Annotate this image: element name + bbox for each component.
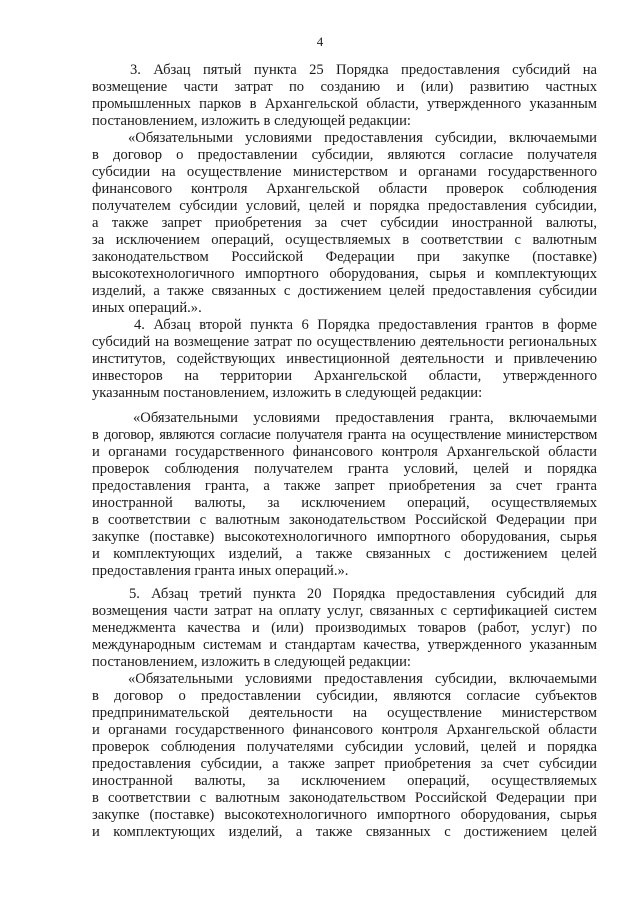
text-line: предпринимательской деятельности на осуществление министерством xyxy=(92,705,597,721)
text-line: 5. Абзац третий пункта 20 Порядка предоставления субсидий для xyxy=(129,586,597,602)
text-line: субсидий на возмещение затрат по осуществлению деятельности региональных xyxy=(92,334,597,350)
text-line: предоставления субсидии, а также запрет приобретения за счет субсидии xyxy=(92,756,597,772)
text-line: в договор о предоставлении субсидии, являются согласие получателя xyxy=(92,147,597,163)
text-line: изделий, а также связанных с достижением целей предоставления субсидии xyxy=(92,283,597,299)
text-line: высокотехнологичного импортного оборудования, сырья и комплектующих xyxy=(92,266,597,282)
text-line: и органами государственного финансового контроля Архангельской области xyxy=(92,444,597,460)
text-line: возмещение части затрат по созданию и (или) развитию частных xyxy=(92,79,597,95)
text-line: и органами государственного финансового контроля Архангельской области xyxy=(92,722,597,738)
text-line: в соответствии с валютным законодательством Российской Федерации при xyxy=(92,790,597,806)
text-line: инвесторов на территории Архангельской области, утвержденного xyxy=(92,368,597,384)
paragraph-item-4-intro xyxy=(92,317,597,402)
text-line: проверок соблюдения получателями субсидии условий, целей и порядка xyxy=(92,739,597,755)
text-line: «Обязательными условиями предоставления субсидии, включаемыми xyxy=(128,671,597,687)
text-line: «Обязательными условиями предоставления субсидии, включаемыми xyxy=(128,130,597,146)
text-line: проверок соблюдения получателем гранта условий, целей и порядка xyxy=(92,461,597,477)
paragraph-item-3-intro xyxy=(92,62,597,130)
text-line: за исключением операций, осуществляемых в соответствии с валютным xyxy=(92,232,597,248)
text-line: возмещения части затрат на оплату услуг, связанных с сертификацией систем xyxy=(92,603,597,619)
text-line: закупке (поставке) высокотехнологичного импортного оборудования, сырья xyxy=(92,807,597,823)
text-line: субсидии на осуществление министерством и органами государственного xyxy=(92,164,597,180)
text-line: и комплектующих изделий, а также связанных с достижением целей xyxy=(92,824,597,840)
document-body xyxy=(92,62,597,841)
text-line: в договор, являются согласие получателя гранта на осуществление министерством xyxy=(92,427,597,443)
text-line: закупке (поставке) высокотехнологичного импортного оборудования, сырья xyxy=(92,529,597,545)
text-line: иных операций.». xyxy=(92,300,202,316)
text-line: в соответствии с валютным законодательством Российской Федерации при xyxy=(92,512,597,528)
text-line: 4. Абзац второй пункта 6 Порядка предоставления грантов в форме xyxy=(134,317,597,333)
text-line: иностранной валюты, за исключением операций, осуществляемых xyxy=(92,495,597,511)
text-line: в договор о предоставлении субсидии, являются согласие субъектов xyxy=(92,688,597,704)
text-line: предоставления гранта, а также запрет приобретения за счет гранта xyxy=(92,478,597,494)
page-number: 4 xyxy=(316,34,324,49)
text-line: получателем субсидии условий, целей и порядка предоставления субсидии, xyxy=(92,198,597,214)
text-line: указанным постановлением, изложить в следующей редакции: xyxy=(92,385,483,401)
text-line: промышленных парков в Архангельской области, утвержденного указанным xyxy=(92,96,597,112)
paragraph-item-4-quote xyxy=(92,410,597,580)
text-line: постановлением, изложить в следующей редакции: xyxy=(92,113,411,129)
text-line: и комплектующих изделий, а также связанных с достижением целей xyxy=(92,546,597,562)
text-line: «Обязательными условиями предоставления гранта, включаемыми xyxy=(133,410,597,426)
text-line: постановлением, изложить в следующей редакции: xyxy=(92,654,411,670)
text-line: законодательством Российской Федерации при закупке (поставке) xyxy=(92,249,597,265)
text-line: менеджмента качества и (или) производимых товаров (работ, услуг) по xyxy=(92,620,597,636)
text-line: а также запрет приобретения за счет субсидии иностранной валюты, xyxy=(92,215,597,231)
text-line: 3. Абзац пятый пункта 25 Порядка предоставления субсидий на xyxy=(130,62,597,78)
text-line: институтов, содействующих инвестиционной деятельности и привлечению xyxy=(92,351,597,367)
text-line: иностранной валюты, за исключением операций, осуществляемых xyxy=(92,773,597,789)
text-line: финансового контроля Архангельской области проверок соблюдения xyxy=(92,181,597,197)
paragraph-item-3-quote xyxy=(92,130,597,317)
paragraph-item-5-intro xyxy=(92,586,597,671)
text-line: предоставления гранта иных операций.». xyxy=(92,563,349,579)
text-line: международным системам и стандартам качества, утвержденного указанным xyxy=(92,637,597,653)
paragraph-item-5-quote xyxy=(92,671,597,841)
